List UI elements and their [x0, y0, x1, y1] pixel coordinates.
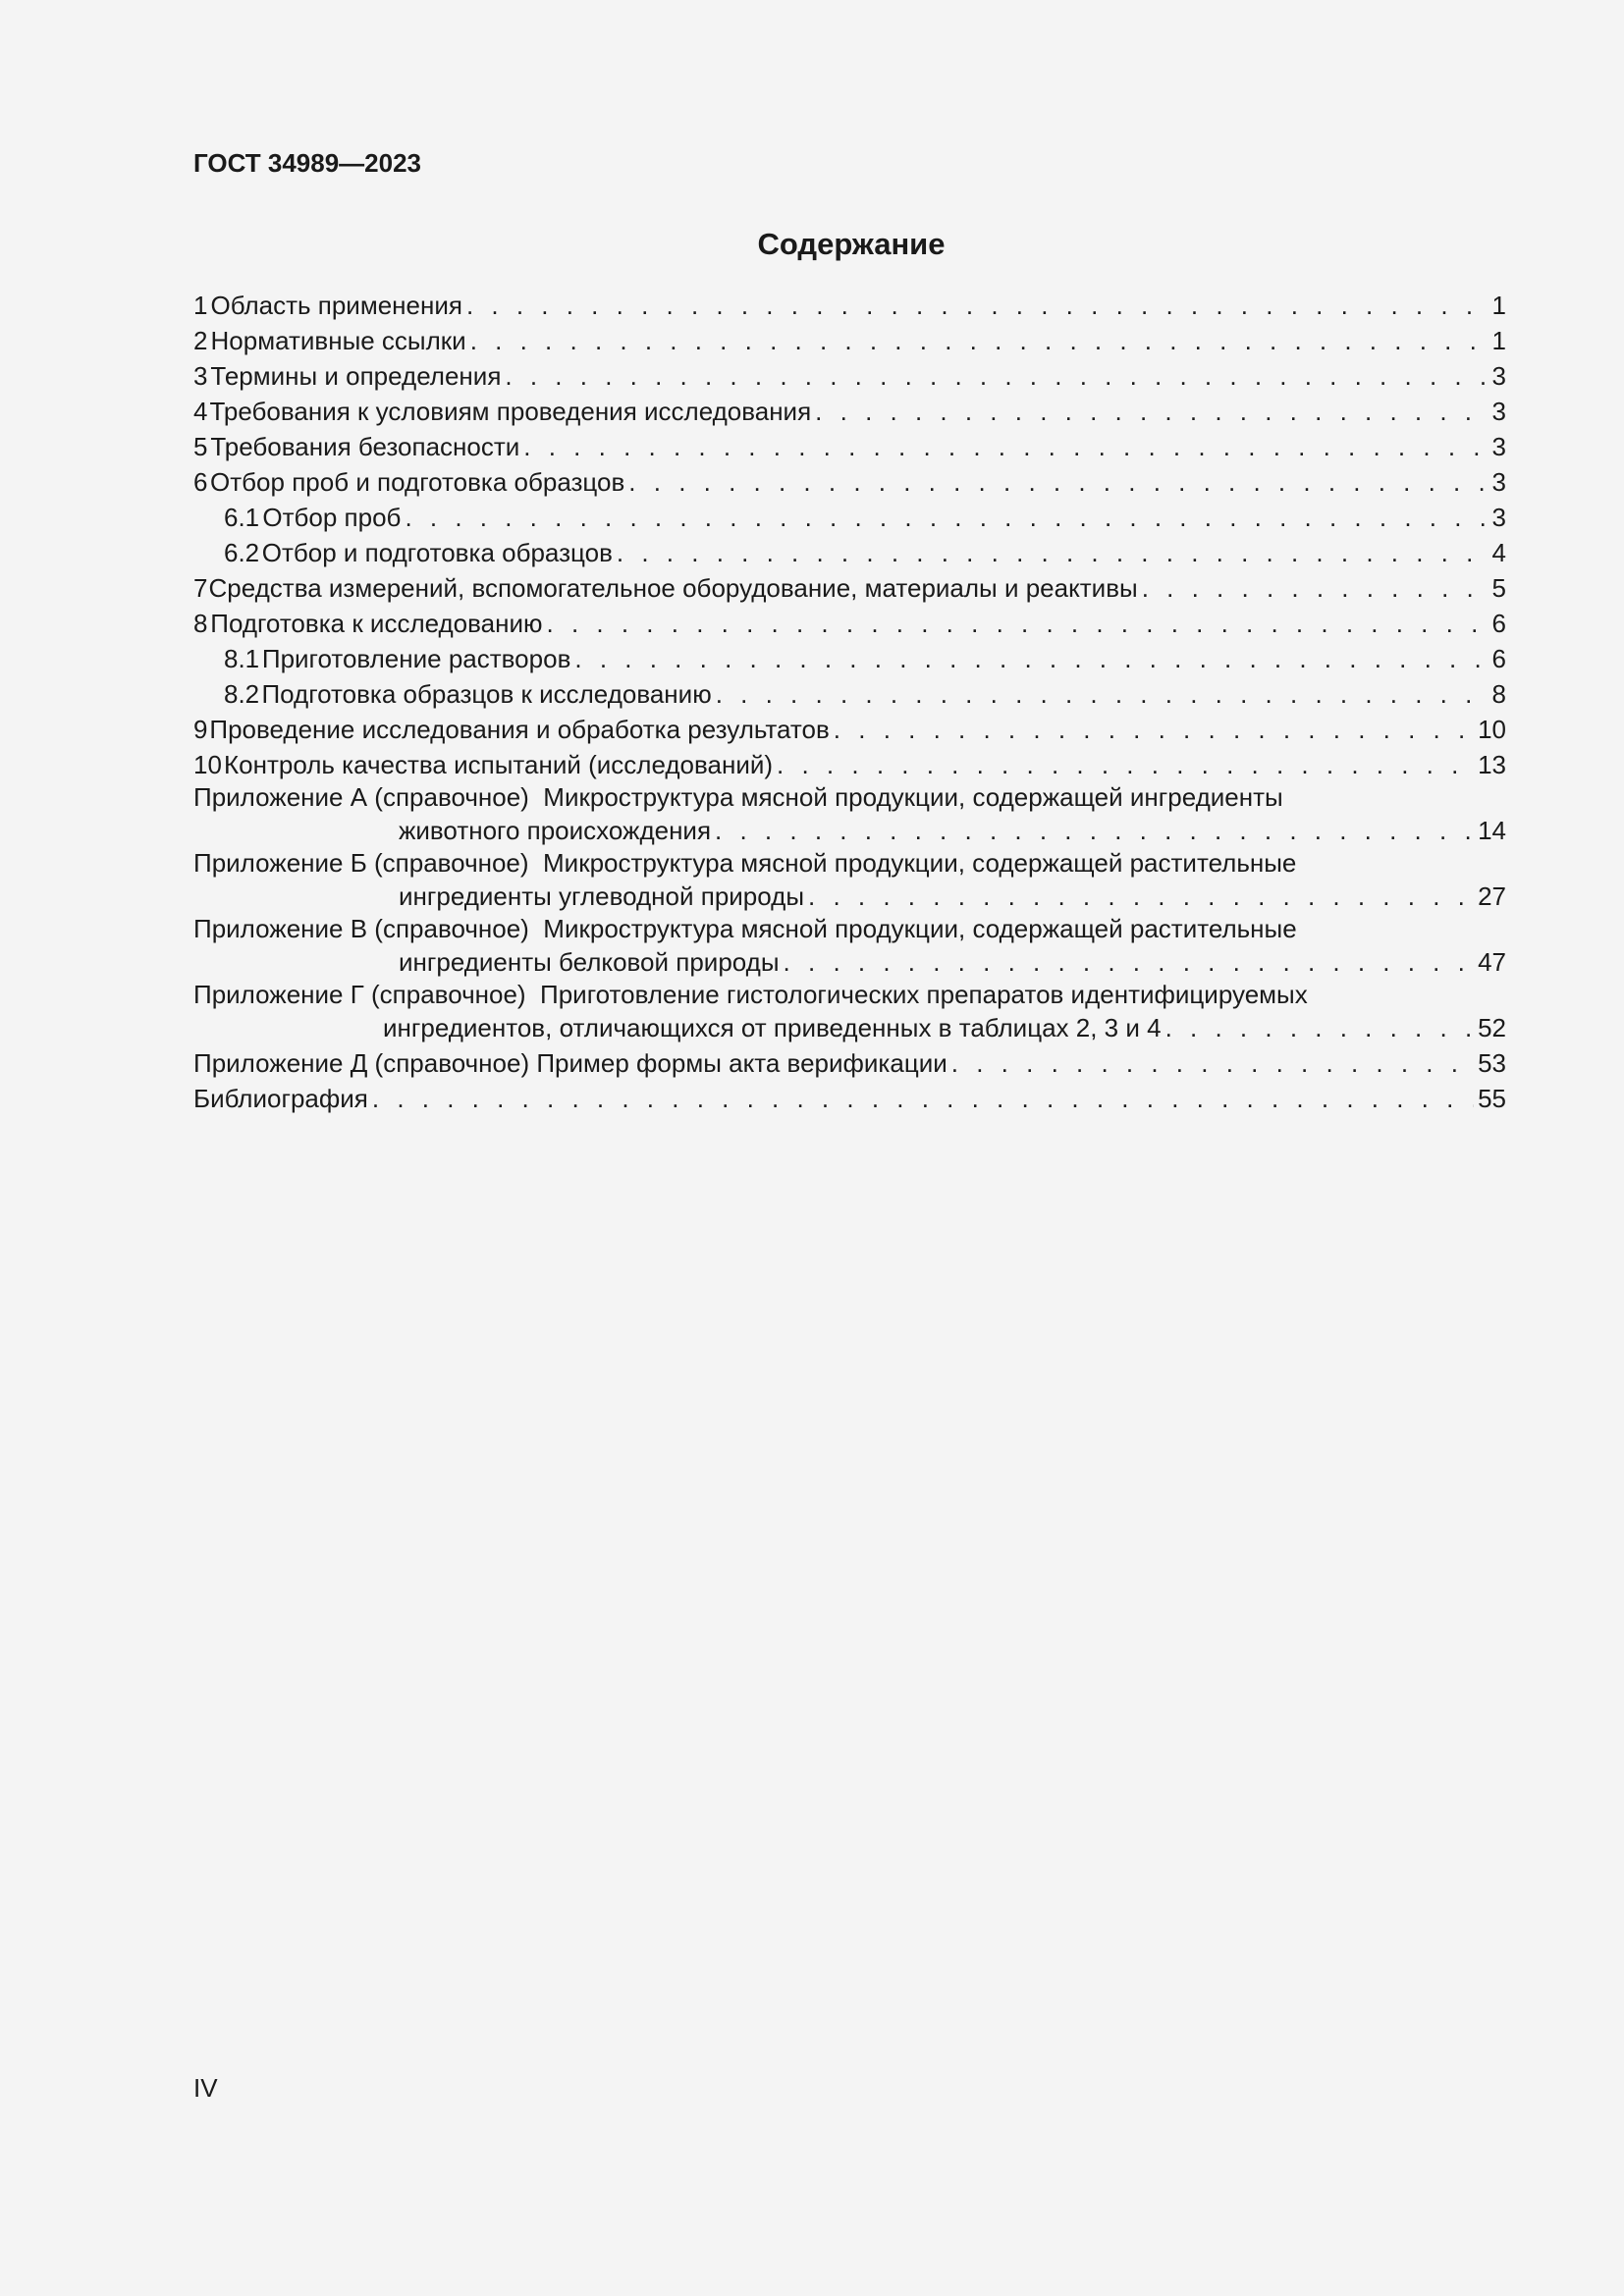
dot-leader: [951, 1045, 1474, 1081]
toc-entry-page: 5: [1491, 573, 1506, 603]
dot-leader: [808, 879, 1474, 914]
toc-entry-page: 53: [1478, 1048, 1506, 1078]
toc-entry-page: 47: [1478, 947, 1506, 977]
toc-entry-2[interactable]: [193, 323, 1506, 358]
toc-appendix-title-line1: Микроструктура мясной продукции, содержащей растительные: [543, 848, 1297, 878]
toc-entry-title: Приготовление растворов: [261, 644, 571, 673]
dot-leader: [1142, 570, 1489, 606]
dot-leader: [715, 813, 1474, 848]
toc-appendix-b[interactable]: [193, 848, 1506, 914]
toc-entry-5[interactable]: [193, 429, 1506, 464]
toc-entry-page: 3: [1491, 503, 1506, 532]
toc-entry-page: 10: [1478, 715, 1506, 744]
toc-appendix-label: Приложение А (справочное): [193, 782, 529, 812]
toc-entry-page: 3: [1491, 397, 1506, 426]
toc-entry-title: Контроль качества испытаний (исследований): [224, 750, 774, 779]
toc-entry-1[interactable]: [193, 288, 1506, 323]
dot-leader: [466, 288, 1489, 323]
toc-entry-title: Нормативные ссылки: [210, 326, 466, 355]
toc-bibliography[interactable]: [193, 1081, 1506, 1116]
document-code: ГОСТ 34989—2023: [193, 148, 421, 178]
toc-entry-10[interactable]: [193, 747, 1506, 782]
toc-appendix-continuation: [193, 813, 1506, 848]
toc-appendix-label: Приложение Д (справочное): [193, 1048, 530, 1078]
toc-entry-6[interactable]: [193, 464, 1506, 500]
toc-entry-number: 7: [193, 573, 208, 603]
toc-appendix-g[interactable]: [193, 980, 1506, 1045]
toc-entry-number: 10: [193, 750, 222, 779]
dot-leader: [834, 712, 1474, 747]
toc-entry-title: Область применения: [210, 291, 462, 320]
toc-entry-number: 3: [193, 361, 208, 391]
toc-entry-title: Требования к условиям проведения исследования: [209, 397, 812, 426]
dot-leader: [815, 394, 1488, 429]
toc-entry-number: 6.1: [224, 503, 260, 532]
dot-leader: [784, 944, 1475, 980]
toc-appendix-label: Приложение Б (справочное): [193, 848, 529, 878]
toc-appendix-title-line2: животного происхождения: [399, 816, 712, 845]
toc-entry-title: Отбор проб и подготовка образцов: [210, 467, 625, 497]
toc-entry-title: Отбор и подготовка образцов: [261, 538, 613, 567]
toc-appendix-title-line2: ингредиенты белковой природы: [399, 947, 780, 977]
toc-appendix-title: Пример формы акта верификации: [536, 1048, 947, 1078]
toc-entry-number: 6.2: [224, 538, 260, 567]
toc-entry-title: Требования безопасности: [210, 432, 520, 461]
toc-entry-number: 2: [193, 326, 208, 355]
dot-leader: [777, 747, 1474, 782]
toc-entry-number: 9: [193, 715, 208, 744]
toc-entry-page: 6: [1491, 609, 1506, 638]
toc-title: Содержание: [757, 227, 946, 261]
toc-entry-page: 3: [1491, 432, 1506, 461]
toc-entry-number: 1: [193, 291, 208, 320]
toc-entry-6-1[interactable]: [193, 500, 1506, 535]
toc-entry-4[interactable]: [193, 394, 1506, 429]
toc-entry-page: 27: [1478, 881, 1506, 911]
toc-entry-title: Отбор проб: [262, 503, 402, 532]
dot-leader: [628, 464, 1488, 500]
toc-appendix-title-line2: ингредиенты углеводной природы: [399, 881, 805, 911]
toc-appendix-continuation: [193, 944, 1506, 980]
toc-entry-title: Средства измерений, вспомогательное оборудование, материалы и реактивы: [208, 573, 1138, 603]
dot-leader: [716, 676, 1489, 712]
toc-entry-page: 3: [1491, 361, 1506, 391]
toc-appendix-heading: [193, 782, 1506, 813]
toc-entry-page: 3: [1491, 467, 1506, 497]
dot-leader: [617, 535, 1489, 570]
toc-entry-number: 8.2: [224, 679, 260, 709]
toc-entry-page: 13: [1478, 750, 1506, 779]
toc-appendix-continuation: [193, 1010, 1506, 1045]
dot-leader: [1165, 1010, 1475, 1045]
dot-leader: [505, 358, 1488, 394]
toc-appendix-heading: [193, 914, 1506, 944]
dot-leader: [372, 1081, 1474, 1116]
dot-leader: [574, 641, 1488, 676]
toc-appendix-continuation: [193, 879, 1506, 914]
toc-entry-8-2[interactable]: [193, 676, 1506, 712]
toc-appendix-a[interactable]: [193, 782, 1506, 848]
toc-entry-8-1[interactable]: [193, 641, 1506, 676]
toc-entry-page: 6: [1491, 644, 1506, 673]
toc-entry-page: 52: [1478, 1013, 1506, 1042]
toc-appendix-title-line1: Микроструктура мясной продукции, содержащей растительные: [543, 914, 1297, 943]
toc-entry-title: Подготовка к исследованию: [210, 609, 543, 638]
toc-appendix-v[interactable]: [193, 914, 1506, 980]
toc-appendix-title-line2: ингредиентов, отличающихся от приведенных в таблицах 2, 3 и 4: [383, 1013, 1162, 1042]
dot-leader: [547, 606, 1489, 641]
toc-entry-page: 55: [1478, 1084, 1506, 1113]
toc-entry-page: 4: [1491, 538, 1506, 567]
toc-appendix-title-line1: Микроструктура мясной продукции, содержащей ингредиенты: [543, 782, 1283, 812]
toc-entry-number: 6: [193, 467, 208, 497]
toc-appendix-label: Приложение В (справочное): [193, 914, 529, 943]
toc-entry-8[interactable]: [193, 606, 1506, 641]
toc-entry-9[interactable]: [193, 712, 1506, 747]
table-of-contents: [193, 288, 1506, 1116]
toc-appendix-heading: [193, 980, 1506, 1010]
toc-appendix-title-line1: Приготовление гистологических препаратов идентифицируемых: [540, 980, 1308, 1009]
toc-entry-page: 14: [1478, 816, 1506, 845]
page-number: IV: [193, 2073, 218, 2103]
toc-entry-7[interactable]: [193, 570, 1506, 606]
toc-entry-3[interactable]: [193, 358, 1506, 394]
toc-entry-title: Подготовка образцов к исследованию: [261, 679, 712, 709]
toc-appendix-heading: [193, 848, 1506, 879]
dot-leader: [470, 323, 1489, 358]
toc-entry-number: 5: [193, 432, 208, 461]
toc-entry-title: Термины и определения: [210, 361, 502, 391]
toc-entry-page: 1: [1491, 291, 1506, 320]
dot-leader: [405, 500, 1488, 535]
toc-entry-page: 1: [1491, 326, 1506, 355]
toc-entry-number: 4: [193, 397, 208, 426]
toc-entry-number: 8: [193, 609, 208, 638]
toc-entry-page: 8: [1491, 679, 1506, 709]
toc-bibliography-title: Библиография: [193, 1084, 368, 1113]
toc-appendix-label: Приложение Г (справочное): [193, 980, 526, 1009]
toc-entry-title: Проведение исследования и обработка результатов: [209, 715, 830, 744]
toc-entry-6-2[interactable]: [193, 535, 1506, 570]
dot-leader: [523, 429, 1488, 464]
toc-entry-number: 8.1: [224, 644, 260, 673]
toc-appendix-d[interactable]: [193, 1045, 1506, 1081]
